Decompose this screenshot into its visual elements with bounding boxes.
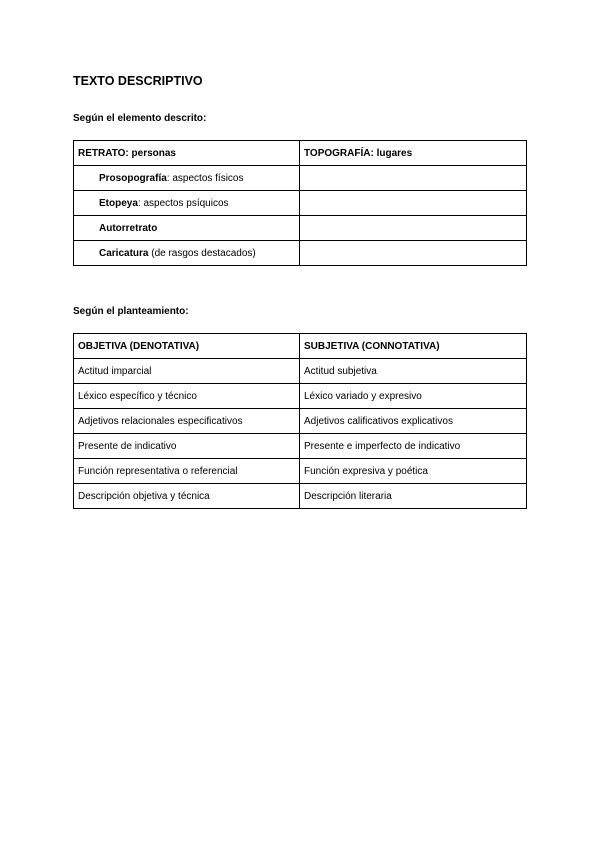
table-row	[74, 241, 527, 266]
table-cell-right: Descripción literaria	[300, 484, 527, 509]
table-row	[74, 434, 527, 459]
table-cell-left: Presente de indicativo	[74, 434, 300, 459]
cell-text: : aspectos físicos	[166, 172, 244, 184]
table-cell-left: Función representativa o referencial	[74, 459, 300, 484]
table-cell-right: Léxico variado y expresivo	[300, 384, 527, 409]
table-cell	[74, 216, 300, 241]
table-row	[74, 359, 527, 384]
cell-text: : aspectos psíquicos	[137, 197, 229, 209]
section2-heading: Según el planteamiento:	[73, 306, 189, 317]
page-title: TEXTO DESCRIPTIVO	[73, 74, 203, 88]
header-label: TOPOGRAFÍA:	[304, 147, 374, 159]
table-row	[74, 459, 527, 484]
table-cell-left: Descripción objetiva y técnica	[74, 484, 300, 509]
header-cell-retrato	[74, 141, 300, 166]
header-label: RETRATO:	[78, 147, 129, 159]
table-cell-empty	[300, 166, 527, 191]
table-cell-empty	[300, 191, 527, 216]
cell-term: Caricatura	[99, 247, 149, 259]
table-row	[74, 484, 527, 509]
cell-term: Prosopografía	[99, 172, 167, 184]
table-cell-left: Adjetivos relacionales especificativos	[74, 409, 300, 434]
header-text: personas	[128, 147, 176, 159]
cell-term: Autorretrato	[99, 222, 158, 234]
approach-table	[73, 333, 527, 509]
table-cell-left: Léxico específico y técnico	[74, 384, 300, 409]
table-cell	[74, 191, 300, 216]
table-header-row	[74, 334, 527, 359]
table-row	[74, 216, 527, 241]
cell-text: (de rasgos destacados)	[148, 247, 256, 259]
table-header-row	[74, 141, 527, 166]
table-cell-right: Función expresiva y poética	[300, 459, 527, 484]
table-cell-left: Actitud imparcial	[74, 359, 300, 384]
table-row	[74, 384, 527, 409]
table-row	[74, 409, 527, 434]
header-cell-subjetiva: SUBJETIVA (CONNOTATIVA)	[300, 334, 527, 359]
cell-term: Etopeya	[99, 197, 138, 209]
table-cell-right: Presente e imperfecto de indicativo	[300, 434, 527, 459]
section1-heading: Según el elemento descrito:	[73, 113, 207, 124]
table-cell-right: Actitud subjetiva	[300, 359, 527, 384]
table-cell-empty	[300, 241, 527, 266]
table-cell	[74, 166, 300, 191]
table-cell	[74, 241, 300, 266]
header-cell-objetiva: OBJETIVA (DENOTATIVA)	[74, 334, 300, 359]
header-text: lugares	[373, 147, 413, 159]
table-cell-empty	[300, 216, 527, 241]
table-row	[74, 191, 527, 216]
table-row	[74, 166, 527, 191]
header-cell-topografia	[300, 141, 527, 166]
element-table	[73, 140, 527, 266]
table-cell-right: Adjetivos calificativos explicativos	[300, 409, 527, 434]
